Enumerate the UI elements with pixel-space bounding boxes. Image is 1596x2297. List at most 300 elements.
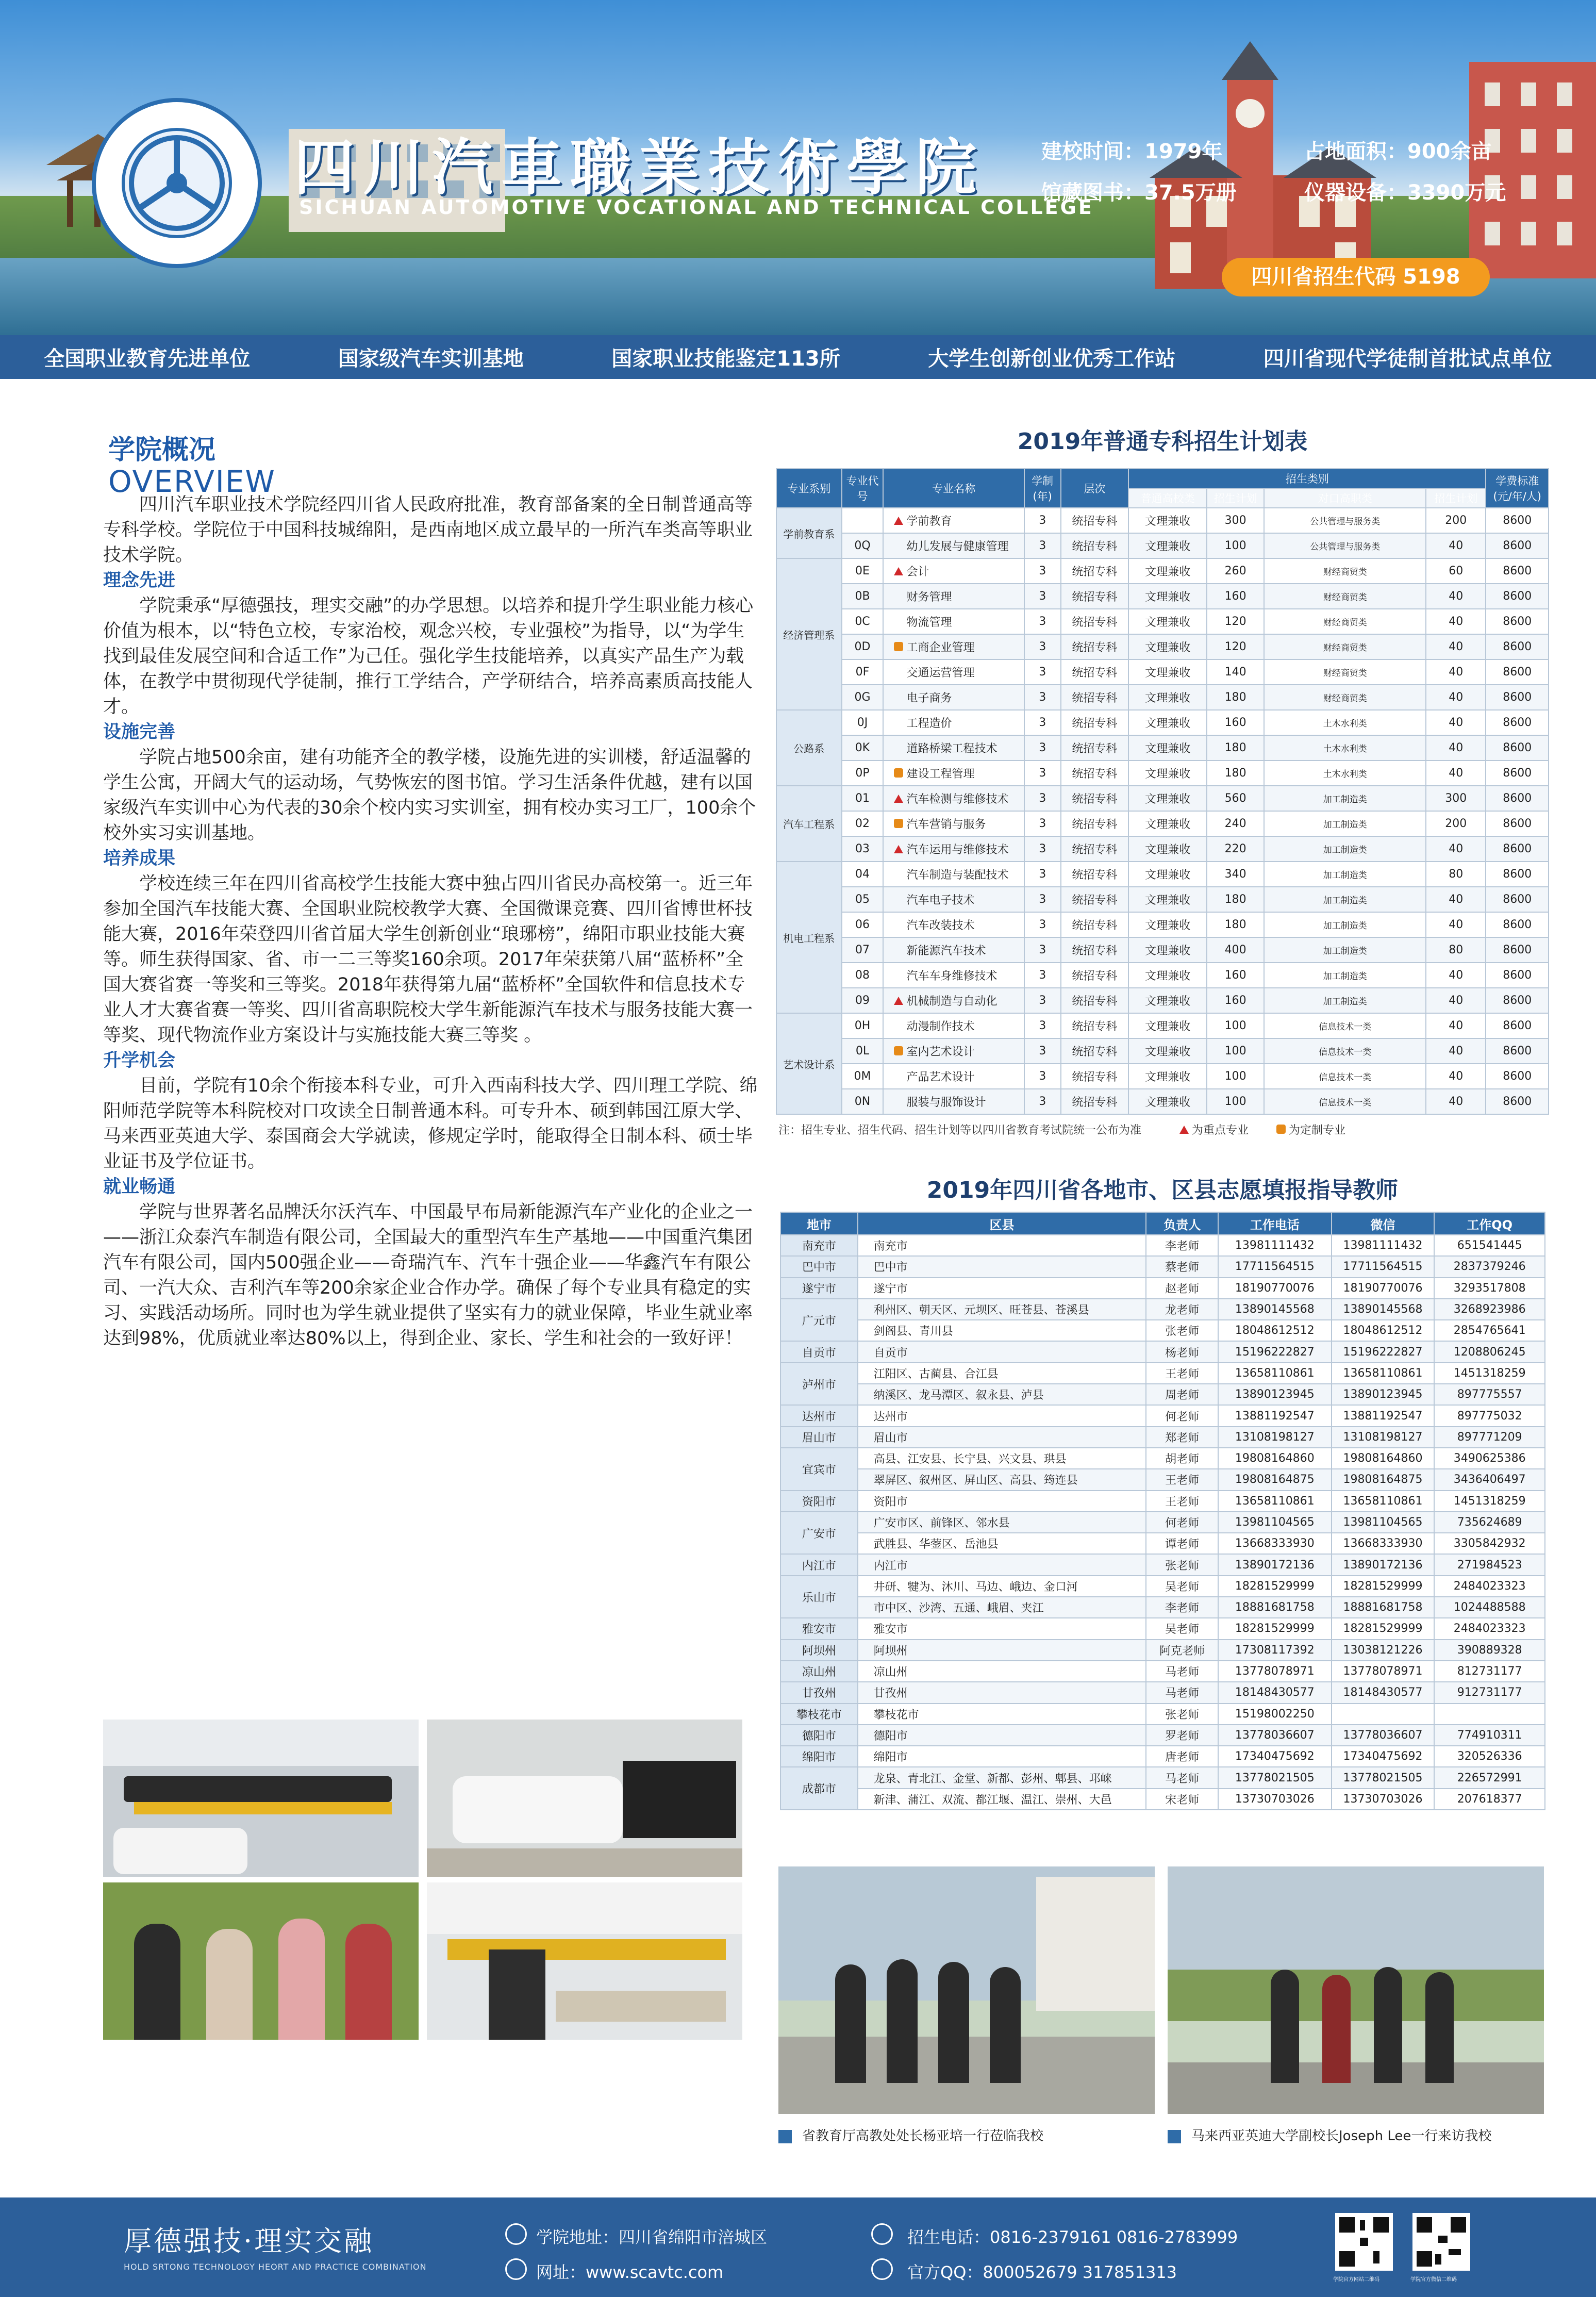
- plan-cell: 文理兼收: [1128, 887, 1207, 912]
- teacher-cell: 阿坝州: [858, 1640, 1146, 1661]
- plan-cell: 文理兼收: [1128, 988, 1207, 1013]
- plan-cell: 140: [1207, 659, 1264, 685]
- plan-cell: 3: [1024, 634, 1061, 659]
- teacher-cell: 何老师: [1146, 1405, 1218, 1426]
- col-header: 地市: [780, 1212, 858, 1235]
- major-cell: [883, 735, 1024, 761]
- plan-row: [776, 533, 1549, 558]
- teacher-cell: 龙泉、青北江、金堂、新都、彭州、郫县、邛崃: [858, 1767, 1146, 1788]
- plan-cell: 0P: [842, 761, 884, 786]
- qr-caption: 学院官方网站二维码: [1333, 2277, 1379, 2283]
- teacher-cell: 13108198127: [1218, 1427, 1332, 1448]
- plan-cell: 200: [1426, 811, 1486, 836]
- major-cell: [883, 609, 1024, 634]
- teacher-cell: 周老师: [1146, 1384, 1218, 1405]
- teacher-row: [780, 1618, 1545, 1639]
- teacher-row: [780, 1576, 1545, 1597]
- plan-cell: 文理兼收: [1128, 685, 1207, 710]
- plan-cell: 08: [842, 963, 884, 988]
- teacher-cell: 龙老师: [1146, 1299, 1218, 1320]
- major-name: 室内艺术设计: [906, 1046, 975, 1059]
- plan-cell: 0Q: [842, 533, 884, 558]
- teacher-row: [780, 1299, 1545, 1320]
- teachers-table: [780, 1212, 1545, 1810]
- enrollment-plan-table: [776, 468, 1549, 1115]
- plan-cell: 3: [1024, 963, 1061, 988]
- plan-cell: 40: [1426, 988, 1486, 1013]
- teacher-cell: 张老师: [1146, 1704, 1218, 1725]
- plan-cell: 文理兼收: [1128, 634, 1207, 659]
- plan-cell: 8600: [1486, 836, 1549, 862]
- plan-cell: 80: [1426, 862, 1486, 887]
- city-cell: 成都市: [780, 1767, 858, 1810]
- custom-major-icon: [1276, 1125, 1286, 1134]
- plan-cell: 财经商贸类: [1264, 609, 1426, 634]
- teacher-row: [780, 1320, 1545, 1341]
- plan-row: [776, 659, 1549, 685]
- teacher-row: [780, 1597, 1545, 1618]
- major-cell: [883, 1038, 1024, 1064]
- major-name: 道路桥梁工程技术: [906, 742, 998, 755]
- campus-photos: [103, 1720, 758, 2039]
- plan-cell: 统招专科: [1061, 862, 1129, 887]
- plan-cell: 180: [1207, 685, 1264, 710]
- teacher-row: [780, 1363, 1545, 1384]
- major-name: 幼儿发展与健康管理: [906, 540, 1009, 553]
- footer-address: 学院地址：四川省绵阳市涪城区: [536, 2227, 768, 2247]
- major-name: 汽车运用与维修技术: [906, 844, 1009, 856]
- plan-cell: 文理兼收: [1128, 533, 1207, 558]
- city-cell: 绵阳市: [780, 1746, 858, 1767]
- plan-cell: 180: [1207, 912, 1264, 937]
- plan-cell: 3: [1024, 710, 1061, 735]
- dept-cell: 艺术设计系: [776, 1013, 842, 1114]
- photo-students-outdoor: [103, 1882, 419, 2040]
- major-name: 会计: [906, 566, 929, 579]
- teacher-cell: 226572991: [1434, 1767, 1545, 1788]
- plan-cell: 文理兼收: [1128, 836, 1207, 862]
- plan-cell: 文理兼收: [1128, 609, 1207, 634]
- qq-icon: [871, 2258, 893, 2280]
- teacher-cell: 王老师: [1146, 1363, 1218, 1384]
- plan-cell: 8600: [1486, 710, 1549, 735]
- plan-cell: 40: [1426, 963, 1486, 988]
- plan-cell: 8600: [1486, 609, 1549, 634]
- plan-cell: 信息技术一类: [1264, 1089, 1426, 1114]
- section-text: 学院与世界著名品牌沃尔沃汽车、中国最早布局新能源汽车产业化的企业之一——浙江众泰汽车制造有限公司，全国最大的重型汽车生产基地——中国重汽集团汽车有限公司，国内500强企业——奇瑞汽车、汽车十强企业——华鑫汽车有限公司、一汽大众、吉利汽车等200余家企业合作办学。确保了每个专业具有稳定的实习、实践活动场所。同时也为学生就业提供了坚实有力的就业保障，毕业生就业率达到98%，优质就业率达80%以上，得到企业、家长、学生和社会的一致好评！: [103, 1202, 753, 1349]
- dept-cell: 汽车工程系: [776, 786, 842, 862]
- plan-cell: 统招专科: [1061, 735, 1129, 761]
- plan-cell: 加工制造类: [1264, 912, 1426, 937]
- qr-code-website[interactable]: [1335, 2213, 1393, 2271]
- teacher-cell: 18881681758: [1332, 1597, 1435, 1618]
- honor-item: 四川省现代学徒制首批试点单位: [1263, 347, 1552, 371]
- plan-cell: 8600: [1486, 1089, 1549, 1114]
- plan-cell: 180: [1207, 735, 1264, 761]
- teacher-cell: 13890123945: [1332, 1384, 1435, 1405]
- section-text: 学院秉承“厚德强技，理实交融”的办学思想。以培养和提升学生职业能力核心价值为根本，以“特色立校，专家治校，观念兴校，专业强校”为指导，以“为学生找到最佳发展空间和合适工作”为己任。强化学生技能培养，以真实产品生产为载体，在教学中贯彻现代学徒制，推行工学结合，产学研结合，培养高素质高技能人才。: [103, 596, 754, 717]
- teacher-cell: 2484023323: [1434, 1618, 1545, 1639]
- plan-cell: 文理兼收: [1128, 811, 1207, 836]
- fact-equipment: 仪器设备：3390万元: [1304, 181, 1506, 205]
- teacher-cell: 912731177: [1434, 1682, 1545, 1703]
- plan-cell: 40: [1426, 1089, 1486, 1114]
- qr-code-wechat[interactable]: [1412, 2213, 1470, 2271]
- teacher-cell: 杨老师: [1146, 1341, 1218, 1362]
- plan-cell: 40: [1426, 584, 1486, 609]
- plan-cell: 3: [1024, 887, 1061, 912]
- overview-title-en: OVERVIEW: [108, 464, 276, 499]
- plan-cell: 统招专科: [1061, 811, 1129, 836]
- teacher-cell: 1451318259: [1434, 1491, 1545, 1512]
- plan-cell: 财经商贸类: [1264, 584, 1426, 609]
- teacher-cell: 罗老师: [1146, 1725, 1218, 1746]
- major-name: 工商企业管理: [906, 641, 975, 654]
- teacher-cell: 812731177: [1434, 1661, 1545, 1682]
- teacher-cell: 13658110861: [1332, 1491, 1435, 1512]
- plan-row: [776, 1089, 1549, 1114]
- col-header: 招生计划: [1426, 488, 1486, 508]
- section-heading: 升学机会: [103, 1050, 176, 1071]
- plan-cell: 8600: [1486, 659, 1549, 685]
- plan-row: [776, 508, 1549, 533]
- dept-cell: 公路系: [776, 710, 842, 786]
- plan-cell: 340: [1207, 862, 1264, 887]
- col-header: 对口高职类: [1264, 488, 1426, 508]
- plan-cell: 0K: [842, 735, 884, 761]
- teacher-cell: 18190770076: [1332, 1278, 1435, 1299]
- teacher-cell: 13778021505: [1218, 1767, 1332, 1788]
- plan-row: [776, 963, 1549, 988]
- legend-key: 为重点专业: [1192, 1124, 1249, 1137]
- plan-cell: 40: [1426, 761, 1486, 786]
- plan-cell: 文理兼收: [1128, 937, 1207, 963]
- teacher-cell: 390889328: [1434, 1640, 1545, 1661]
- teacher-cell: 吴老师: [1146, 1618, 1218, 1639]
- plan-cell: 信息技术一类: [1264, 1064, 1426, 1089]
- col-header: 负责人: [1146, 1212, 1218, 1235]
- plan-row: [776, 1064, 1549, 1089]
- plan-cell: 加工制造类: [1264, 937, 1426, 963]
- plan-cell: 8600: [1486, 786, 1549, 811]
- plan-cell: 土木水利类: [1264, 710, 1426, 735]
- teacher-row: [780, 1789, 1545, 1810]
- teacher-cell: 774910311: [1434, 1725, 1545, 1746]
- city-cell: 眉山市: [780, 1427, 858, 1448]
- teacher-cell: 897771209: [1434, 1427, 1545, 1448]
- custom-major-icon: [894, 1046, 903, 1055]
- plan-cell: 3: [1024, 836, 1061, 862]
- plan-cell: 40: [1426, 887, 1486, 912]
- plan-row: [776, 685, 1549, 710]
- school-name-cn: 四川汽車職業技術學院: [294, 131, 985, 203]
- plan-row: [776, 710, 1549, 735]
- major-cell: [883, 508, 1024, 533]
- photo-visit-malaysia-inti: [1168, 1866, 1544, 2114]
- plan-cell: 文理兼收: [1128, 1013, 1207, 1038]
- teacher-cell: 735624689: [1434, 1512, 1545, 1533]
- major-cell: [883, 963, 1024, 988]
- caption-text: 马来西亚英迪大学副校长Joseph Lee一行来访我校: [1191, 2128, 1492, 2144]
- city-cell: 自贡市: [780, 1341, 858, 1362]
- phone-icon: [871, 2223, 893, 2245]
- teacher-cell: 13890172136: [1218, 1554, 1332, 1575]
- teacher-cell: 15196222827: [1332, 1341, 1435, 1362]
- photo-visit-education-dept: [778, 1866, 1155, 2114]
- teacher-cell: 雅安市: [858, 1618, 1146, 1639]
- plan-row: [776, 761, 1549, 786]
- teacher-cell: 内江市: [858, 1554, 1146, 1575]
- plan-cell: 统招专科: [1061, 685, 1129, 710]
- plan-cell: 100: [1207, 1038, 1264, 1064]
- school-name-en: SICHUAN AUTOMOTIVE VOCATIONAL AND TECHNICAL COLLEGE: [299, 196, 1094, 219]
- col-header: 招生类别: [1128, 469, 1486, 488]
- plan-row: [776, 836, 1549, 862]
- city-cell: 巴中市: [780, 1256, 858, 1277]
- plan-cell: 160: [1207, 710, 1264, 735]
- plan-cell: 01: [842, 786, 884, 811]
- plan-cell: 统招专科: [1061, 937, 1129, 963]
- section-heading: 就业畅通: [103, 1177, 176, 1197]
- plan-cell: 8600: [1486, 862, 1549, 887]
- teacher-cell: 13890172136: [1332, 1554, 1435, 1575]
- teacher-cell: 江阳区、古蔺县、合江县: [858, 1363, 1146, 1384]
- plan-cell: 文理兼收: [1128, 1064, 1207, 1089]
- honors-strip: [0, 335, 1596, 379]
- plan-cell: 300: [1207, 508, 1264, 533]
- plan-cell: [842, 508, 884, 533]
- teacher-cell: 蔡老师: [1146, 1256, 1218, 1277]
- plan-note: [778, 1121, 1345, 1137]
- teacher-cell: 18190770076: [1218, 1278, 1332, 1299]
- teacher-cell: 1451318259: [1434, 1363, 1545, 1384]
- teacher-cell: 3490625386: [1434, 1448, 1545, 1469]
- city-cell: 内江市: [780, 1554, 858, 1575]
- city-cell: 资阳市: [780, 1491, 858, 1512]
- teacher-cell: 胡老师: [1146, 1448, 1218, 1469]
- photo-training-hall: [103, 1720, 419, 1877]
- major-cell: [883, 786, 1024, 811]
- teacher-row: [780, 1533, 1545, 1554]
- city-cell: 遂宁市: [780, 1278, 858, 1299]
- plan-cell: 40: [1426, 1013, 1486, 1038]
- major-name: 汽车电子技术: [906, 894, 975, 907]
- caption-text: 省教育厅高教处处长杨亚培一行莅临我校: [802, 2128, 1044, 2144]
- major-cell: [883, 710, 1024, 735]
- plan-cell: 3: [1024, 508, 1061, 533]
- teacher-cell: 张老师: [1146, 1320, 1218, 1341]
- custom-major-icon: [894, 819, 903, 828]
- campus-building-right: [1469, 62, 1596, 278]
- plan-cell: 8600: [1486, 937, 1549, 963]
- plan-row: [776, 988, 1549, 1013]
- teacher-cell: 19808164860: [1332, 1448, 1435, 1469]
- plan-cell: 统招专科: [1061, 1013, 1129, 1038]
- plan-cell: 统招专科: [1061, 887, 1129, 912]
- fact-founded: 建校时间：1979年: [1041, 140, 1223, 163]
- teacher-cell: 唐老师: [1146, 1746, 1218, 1767]
- plan-cell: 文理兼收: [1128, 735, 1207, 761]
- plan-cell: 8600: [1486, 584, 1549, 609]
- col-header: 招生计划: [1207, 488, 1264, 508]
- plan-cell: 05: [842, 887, 884, 912]
- teacher-cell: 甘孜州: [858, 1682, 1146, 1703]
- plan-cell: 260: [1207, 558, 1264, 584]
- major-name: 新能源汽车技术: [906, 945, 986, 957]
- plan-cell: 统招专科: [1061, 609, 1129, 634]
- teacher-cell: [1434, 1704, 1545, 1725]
- photo-classroom: [427, 1882, 742, 2040]
- teacher-cell: 18281529999: [1218, 1576, 1332, 1597]
- teacher-row: [780, 1448, 1545, 1469]
- plan-cell: 8600: [1486, 1064, 1549, 1089]
- major-cell: [883, 1064, 1024, 1089]
- custom-major-icon: [894, 642, 903, 651]
- teacher-cell: 897775557: [1434, 1384, 1545, 1405]
- plan-cell: 文理兼收: [1128, 659, 1207, 685]
- teacher-cell: 19808164860: [1218, 1448, 1332, 1469]
- teacher-cell: 井研、犍为、沐川、马边、峨边、金口河: [858, 1576, 1146, 1597]
- plan-cell: 文理兼收: [1128, 761, 1207, 786]
- teacher-row: [780, 1767, 1545, 1788]
- plan-cell: 560: [1207, 786, 1264, 811]
- plan-cell: 3: [1024, 988, 1061, 1013]
- plan-cell: 8600: [1486, 533, 1549, 558]
- plan-cell: 统招专科: [1061, 988, 1129, 1013]
- plan-cell: 统招专科: [1061, 1064, 1129, 1089]
- overview-title: 学院概况: [108, 435, 216, 466]
- col-header: 学费标准(元/年/人): [1486, 469, 1549, 508]
- teacher-cell: 17340475692: [1332, 1746, 1435, 1767]
- footer-website[interactable]: 网址：www.scavtc.com: [536, 2262, 724, 2282]
- teacher-row: [780, 1278, 1545, 1299]
- plan-cell: 03: [842, 836, 884, 862]
- teacher-cell: 13658110861: [1218, 1363, 1332, 1384]
- footer-qq: 官方QQ：800052679 317851313: [907, 2262, 1177, 2282]
- major-name: 动漫制作技术: [906, 1020, 975, 1033]
- plan-cell: 200: [1426, 508, 1486, 533]
- teacher-cell: 1208806245: [1434, 1341, 1545, 1362]
- teacher-cell: 广安市区、前锋区、邻水县: [858, 1512, 1146, 1533]
- plan-cell: 100: [1207, 533, 1264, 558]
- col-header: 专业代号: [842, 469, 884, 508]
- dept-cell: 机电工程系: [776, 862, 842, 1013]
- teacher-cell: 13881192547: [1218, 1405, 1332, 1426]
- teacher-cell: 武胜县、华蓥区、岳池县: [858, 1533, 1146, 1554]
- plan-cell: 180: [1207, 761, 1264, 786]
- plan-cell: 160: [1207, 584, 1264, 609]
- teacher-cell: 18148430577: [1332, 1682, 1435, 1703]
- section-heading: 培养成果: [103, 848, 176, 869]
- plan-row: [776, 786, 1549, 811]
- teacher-cell: 德阳市: [858, 1725, 1146, 1746]
- plan-cell: 加工制造类: [1264, 862, 1426, 887]
- plan-cell: 文理兼收: [1128, 508, 1207, 533]
- major-name: 财务管理: [906, 591, 952, 604]
- plan-cell: 8600: [1486, 735, 1549, 761]
- plan-cell: 统招专科: [1061, 659, 1129, 685]
- teacher-row: [780, 1405, 1545, 1426]
- plan-cell: 0C: [842, 609, 884, 634]
- plan-cell: 40: [1426, 609, 1486, 634]
- teacher-cell: 3305842932: [1434, 1533, 1545, 1554]
- plan-cell: 加工制造类: [1264, 988, 1426, 1013]
- teacher-cell: 13778036607: [1218, 1725, 1332, 1746]
- plan-row: [776, 887, 1549, 912]
- col-header: 区县: [858, 1212, 1146, 1235]
- plan-row: [776, 1038, 1549, 1064]
- teacher-cell: 王老师: [1146, 1469, 1218, 1490]
- plan-cell: 统招专科: [1061, 710, 1129, 735]
- teacher-cell: 18048612512: [1332, 1320, 1435, 1341]
- major-name: 产品艺术设计: [906, 1071, 975, 1084]
- city-cell: 雅安市: [780, 1618, 858, 1639]
- teacher-cell: 遂宁市: [858, 1278, 1146, 1299]
- qr-caption: 学院官方微信二维码: [1410, 2277, 1457, 2283]
- plan-cell: 0J: [842, 710, 884, 735]
- city-cell: 南充市: [780, 1235, 858, 1256]
- teacher-row: [780, 1554, 1545, 1575]
- plan-cell: 统招专科: [1061, 912, 1129, 937]
- plan-cell: 02: [842, 811, 884, 836]
- teacher-cell: 18281529999: [1332, 1576, 1435, 1597]
- teacher-cell: 13658110861: [1218, 1491, 1332, 1512]
- city-cell: 达州市: [780, 1405, 858, 1426]
- major-cell: [883, 1013, 1024, 1038]
- major-name: 交通运营管理: [906, 667, 975, 680]
- overview-body: [103, 492, 758, 1351]
- honor-item: 全国职业教育先进单位: [44, 347, 251, 371]
- plan-cell: 文理兼收: [1128, 786, 1207, 811]
- plan-cell: 文理兼收: [1128, 963, 1207, 988]
- teacher-cell: 13890145568: [1332, 1299, 1435, 1320]
- plan-cell: 文理兼收: [1128, 558, 1207, 584]
- plan-cell: 0H: [842, 1013, 884, 1038]
- honor-item: 国家级汽车实训基地: [338, 347, 524, 371]
- plan-cell: 40: [1426, 710, 1486, 735]
- plan-row: [776, 609, 1549, 634]
- major-cell: [883, 685, 1024, 710]
- major-cell: [883, 558, 1024, 584]
- major-cell: [883, 862, 1024, 887]
- plan-cell: 40: [1426, 685, 1486, 710]
- key-major-icon: [894, 567, 903, 575]
- photo-caption: [1168, 2125, 1491, 2144]
- plan-cell: 3: [1024, 1064, 1061, 1089]
- plan-cell: 3: [1024, 558, 1061, 584]
- section-text: 学校连续三年在四川省高校学生技能大赛中独占四川省民办高校第一。近三年参加全国汽车技能大赛、全国职业院校教学大赛、全国微课竞赛、四川省博世杯技能大赛，2016年荣登四川省首届大学生创新创业“琅琊榜”，绵阳市职业技能大赛等。师生获得国家、省、市一二三等奖160余项。2017年荣获第八届“蓝桥杯”全国大赛省赛一等奖和三等奖。2018年获得第九届“蓝桥杯”全国软件和信息技术专业人才大赛省赛一等奖、四川省高职院校大学生新能源汽车技术与服务技能大赛一等奖、现代物流作业方案设计与实施技能大赛三等奖 。: [103, 873, 753, 1046]
- plan-cell: 8600: [1486, 988, 1549, 1013]
- plan-cell: 信息技术一类: [1264, 1038, 1426, 1064]
- teacher-cell: 19808164875: [1218, 1469, 1332, 1490]
- plan-cell: 统招专科: [1061, 786, 1129, 811]
- plan-cell: 3: [1024, 912, 1061, 937]
- teacher-cell: 何老师: [1146, 1512, 1218, 1533]
- plan-cell: 40: [1426, 533, 1486, 558]
- photo-caption: [778, 2125, 1043, 2144]
- key-major-icon: [1179, 1126, 1189, 1134]
- plan-cell: 0E: [842, 558, 884, 584]
- major-name: 汽车制造与装配技术: [906, 869, 1009, 882]
- city-cell: 泸州市: [780, 1363, 858, 1406]
- teacher-cell: 13981111432: [1218, 1235, 1332, 1256]
- plan-cell: 180: [1207, 887, 1264, 912]
- plan-cell: 加工制造类: [1264, 786, 1426, 811]
- teacher-cell: 谭老师: [1146, 1533, 1218, 1554]
- plan-cell: 0L: [842, 1038, 884, 1064]
- teacher-cell: 马老师: [1146, 1682, 1218, 1703]
- plan-cell: 60: [1426, 558, 1486, 584]
